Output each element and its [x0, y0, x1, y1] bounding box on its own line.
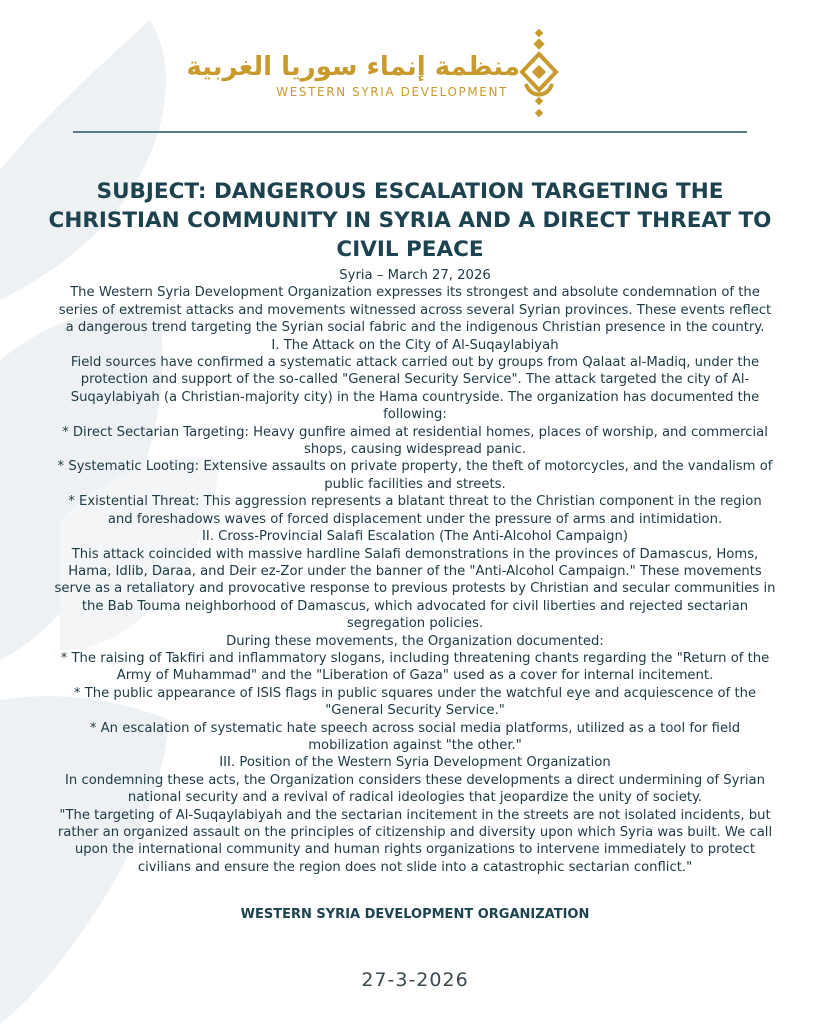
org-name-english: WESTERN SYRIA DEVELOPMENT [276, 85, 508, 99]
section-paragraph: In condemning these acts, the Organization considers these developments a direct undermining of Syrian national security and a revival of radical ideologies that jeopardize the unity of society. [65, 772, 765, 806]
subject-title: SUBJECT: DANGEROUS ESCALATION TARGETING THE CHRISTIAN COMMUNITY IN SYRIA AND A DIRECT THREAT TO CIVIL PEACE [48, 179, 772, 262]
statement-body [54, 267, 776, 876]
bullet-item: * Systematic Looting: Extensive assaults on private property, the theft of motorcycles, and the vandalism of public facilities and streets. [57, 459, 773, 492]
footer-date: 27-3-2026 [361, 969, 469, 991]
section-paragraph: Field sources have confirmed a systematic attack carried out by groups from Qalaat al-Madiq, under the protection and support of the so-called "General Security Service". The attack targeted the city of Al-Suqaylabiyah (a Christian-majority city) in the Hama countryside. The organization has documented the following: [70, 355, 760, 423]
org-name-arabic: منظمة إنماء سوريا الغربية [186, 52, 520, 82]
section-heading: II. Cross-Provincial Salafi Escalation (The Anti-Alcohol Campaign) [201, 529, 629, 545]
signature: WESTERN SYRIA DEVELOPMENT ORGANIZATION [240, 907, 590, 922]
section-heading: III. Position of the Western Syria Development Organization [219, 755, 611, 771]
bullet-item: * Direct Sectarian Targeting: Heavy gunfire aimed at residential homes, places of worship, and commercial shops, causing widespread panic. [62, 424, 768, 458]
letterhead [0, 0, 820, 140]
header-divider [73, 131, 747, 133]
intro-paragraph: The Western Syria Development Organization expresses its strongest and absolute condemnation of the series of extremist attacks and movements witnessed across several Syrian provinces. These events reflect a dangerous trend targeting the Syrian social fabric and the indigenous Christian presence in the country. [58, 285, 772, 336]
section-paragraph: This attack coincided with massive hardline Salafi demonstrations in the provinces of Damascus, Homs, Hama, Idlib, Daraa, and Deir ez-Zor under the banner of the "Anti-Alcohol Campaign." These movements serve as a retaliatory and provocative response to previous protests by Christian and secular communities in the Bab Touma neighborhood of Damascus, which advocated for civil liberties and rejected sectarian segregation policies. [54, 546, 776, 632]
bullet-item: * Existential Threat: This aggression represents a blatant threat to the Christian component in the region and foreshadows waves of forced displacement under the pressure of arms and intimidation. [68, 494, 762, 527]
bullet-item: * The public appearance of ISIS flags in public squares under the watchful eye and acquiescence of the "General Security Service." [73, 685, 757, 719]
place-date: Syria – March 27, 2026 [339, 268, 491, 283]
closing-quote: "The targeting of Al-Suqaylabiyah and the sectarian incitement in the streets are not isolated incidents, but rather an organized assault on the principles of citizenship and diversity upon which Syria was built. We call upon the international community and human rights organizations to intervene immediately to protect civilians and ensure the region does not slide into a catastrophic sectarian conflict." [57, 807, 773, 875]
bullet-item: * The raising of Takfiri and inflammatory slogans, including threatening chants regarding the "Return of the Army of Muhammad" and the "Liberation of Gaza" used as a cover for internal incitement. [60, 650, 770, 684]
section-heading: I. The Attack on the City of Al-Suqaylabiyah [271, 337, 559, 353]
section-lead: During these movements, the Organization documented: [226, 633, 604, 649]
bullet-item: * An escalation of systematic hate speech across social media platforms, utilized as a tool for field mobilization against "the other." [89, 720, 741, 753]
org-logo-icon [516, 28, 560, 124]
